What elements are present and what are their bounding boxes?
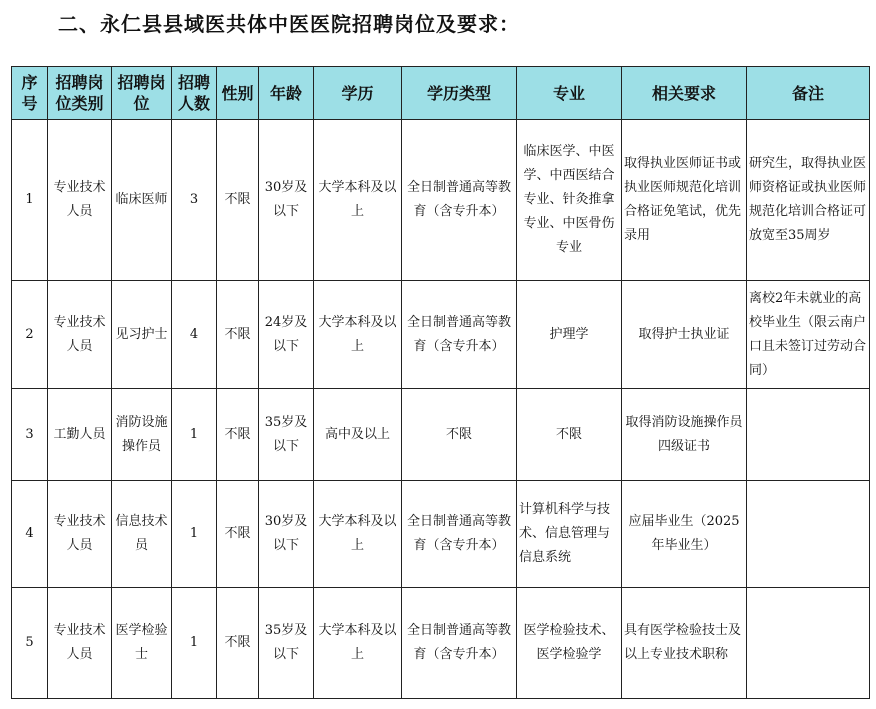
cell-education: 大学本科及以上: [314, 281, 402, 389]
cell-age: 24岁及以下: [259, 281, 314, 389]
cell-education-type: 不限: [402, 389, 517, 481]
cell-headcount: 3: [172, 120, 217, 281]
cell-major: 临床医学、中医学、中西医结合专业、针灸推拿专业、中医骨伤专业: [517, 120, 622, 281]
cell-age: 30岁及以下: [259, 481, 314, 588]
cell-gender: 不限: [217, 588, 259, 699]
header-index: 序号: [12, 67, 48, 120]
cell-education-type: 全日制普通高等教育（含专升本）: [402, 588, 517, 699]
header-major: 专业: [517, 67, 622, 120]
table-header-row: [12, 67, 870, 120]
header-age: 年龄: [259, 67, 314, 120]
cell-gender: 不限: [217, 389, 259, 481]
cell-requirements: 取得消防设施操作员四级证书: [622, 389, 747, 481]
cell-job-category: 专业技术人员: [48, 281, 112, 389]
cell-education: 高中及以上: [314, 389, 402, 481]
header-headcount: 招聘人数: [172, 67, 217, 120]
cell-age: 35岁及以下: [259, 588, 314, 699]
table-row: [12, 389, 870, 481]
cell-headcount: 4: [172, 281, 217, 389]
cell-remarks: [747, 481, 870, 588]
cell-major: 计算机科学与技术、信息管理与信息系统: [517, 481, 622, 588]
cell-major: 不限: [517, 389, 622, 481]
cell-gender: 不限: [217, 281, 259, 389]
table-row: [12, 120, 870, 281]
cell-education: 大学本科及以上: [314, 588, 402, 699]
cell-requirements: 具有医学检验技士及以上专业技术职称: [622, 588, 747, 699]
cell-job-category: 专业技术人员: [48, 481, 112, 588]
cell-job-category: 工勤人员: [48, 389, 112, 481]
cell-index: 4: [12, 481, 48, 588]
cell-index: 1: [12, 120, 48, 281]
cell-job-category: 专业技术人员: [48, 588, 112, 699]
cell-age: 30岁及以下: [259, 120, 314, 281]
cell-gender: 不限: [217, 120, 259, 281]
cell-requirements: 取得护士执业证: [622, 281, 747, 389]
cell-education-type: 全日制普通高等教育（含专升本）: [402, 120, 517, 281]
cell-age: 35岁及以下: [259, 389, 314, 481]
cell-remarks: [747, 588, 870, 699]
cell-education-type: 全日制普通高等教育（含专升本）: [402, 281, 517, 389]
cell-major: 护理学: [517, 281, 622, 389]
cell-education: 大学本科及以上: [314, 481, 402, 588]
header-job-category: 招聘岗位类别: [48, 67, 112, 120]
table-row: [12, 481, 870, 588]
cell-major: 医学检验技术、医学检验学: [517, 588, 622, 699]
header-gender: 性别: [217, 67, 259, 120]
cell-education-type: 全日制普通高等教育（含专升本）: [402, 481, 517, 588]
cell-job-title: 见习护士: [112, 281, 172, 389]
table-row: [12, 281, 870, 389]
cell-remarks: 研究生，取得执业医师资格证或执业医师规范化培训合格证可放宽至35周岁: [747, 120, 870, 281]
header-requirements: 相关要求: [622, 67, 747, 120]
cell-index: 5: [12, 588, 48, 699]
cell-gender: 不限: [217, 481, 259, 588]
cell-remarks: [747, 389, 870, 481]
cell-requirements: 取得执业医师证书或执业医师规范化培训合格证免笔试，优先录用: [622, 120, 747, 281]
cell-index: 2: [12, 281, 48, 389]
header-education-type: 学历类型: [402, 67, 517, 120]
header-remarks: 备注: [747, 67, 870, 120]
cell-job-title: 医学检验士: [112, 588, 172, 699]
cell-job-title: 信息技术员: [112, 481, 172, 588]
cell-headcount: 1: [172, 481, 217, 588]
header-education: 学历: [314, 67, 402, 120]
cell-job-title: 临床医师: [112, 120, 172, 281]
cell-job-title: 消防设施操作员: [112, 389, 172, 481]
cell-education: 大学本科及以上: [314, 120, 402, 281]
header-job-title: 招聘岗位: [112, 67, 172, 120]
cell-headcount: 1: [172, 389, 217, 481]
cell-index: 3: [12, 389, 48, 481]
cell-job-category: 专业技术人员: [48, 120, 112, 281]
recruitment-table: [11, 66, 870, 699]
page-title: 二、永仁县县域医共体中医医院招聘岗位及要求：: [58, 12, 520, 36]
cell-requirements: 应届毕业生（2025年毕业生）: [622, 481, 747, 588]
table-row: [12, 588, 870, 699]
cell-remarks: 离校2年未就业的高校毕业生（限云南户口且未签订过劳动合同）: [747, 281, 870, 389]
cell-headcount: 1: [172, 588, 217, 699]
